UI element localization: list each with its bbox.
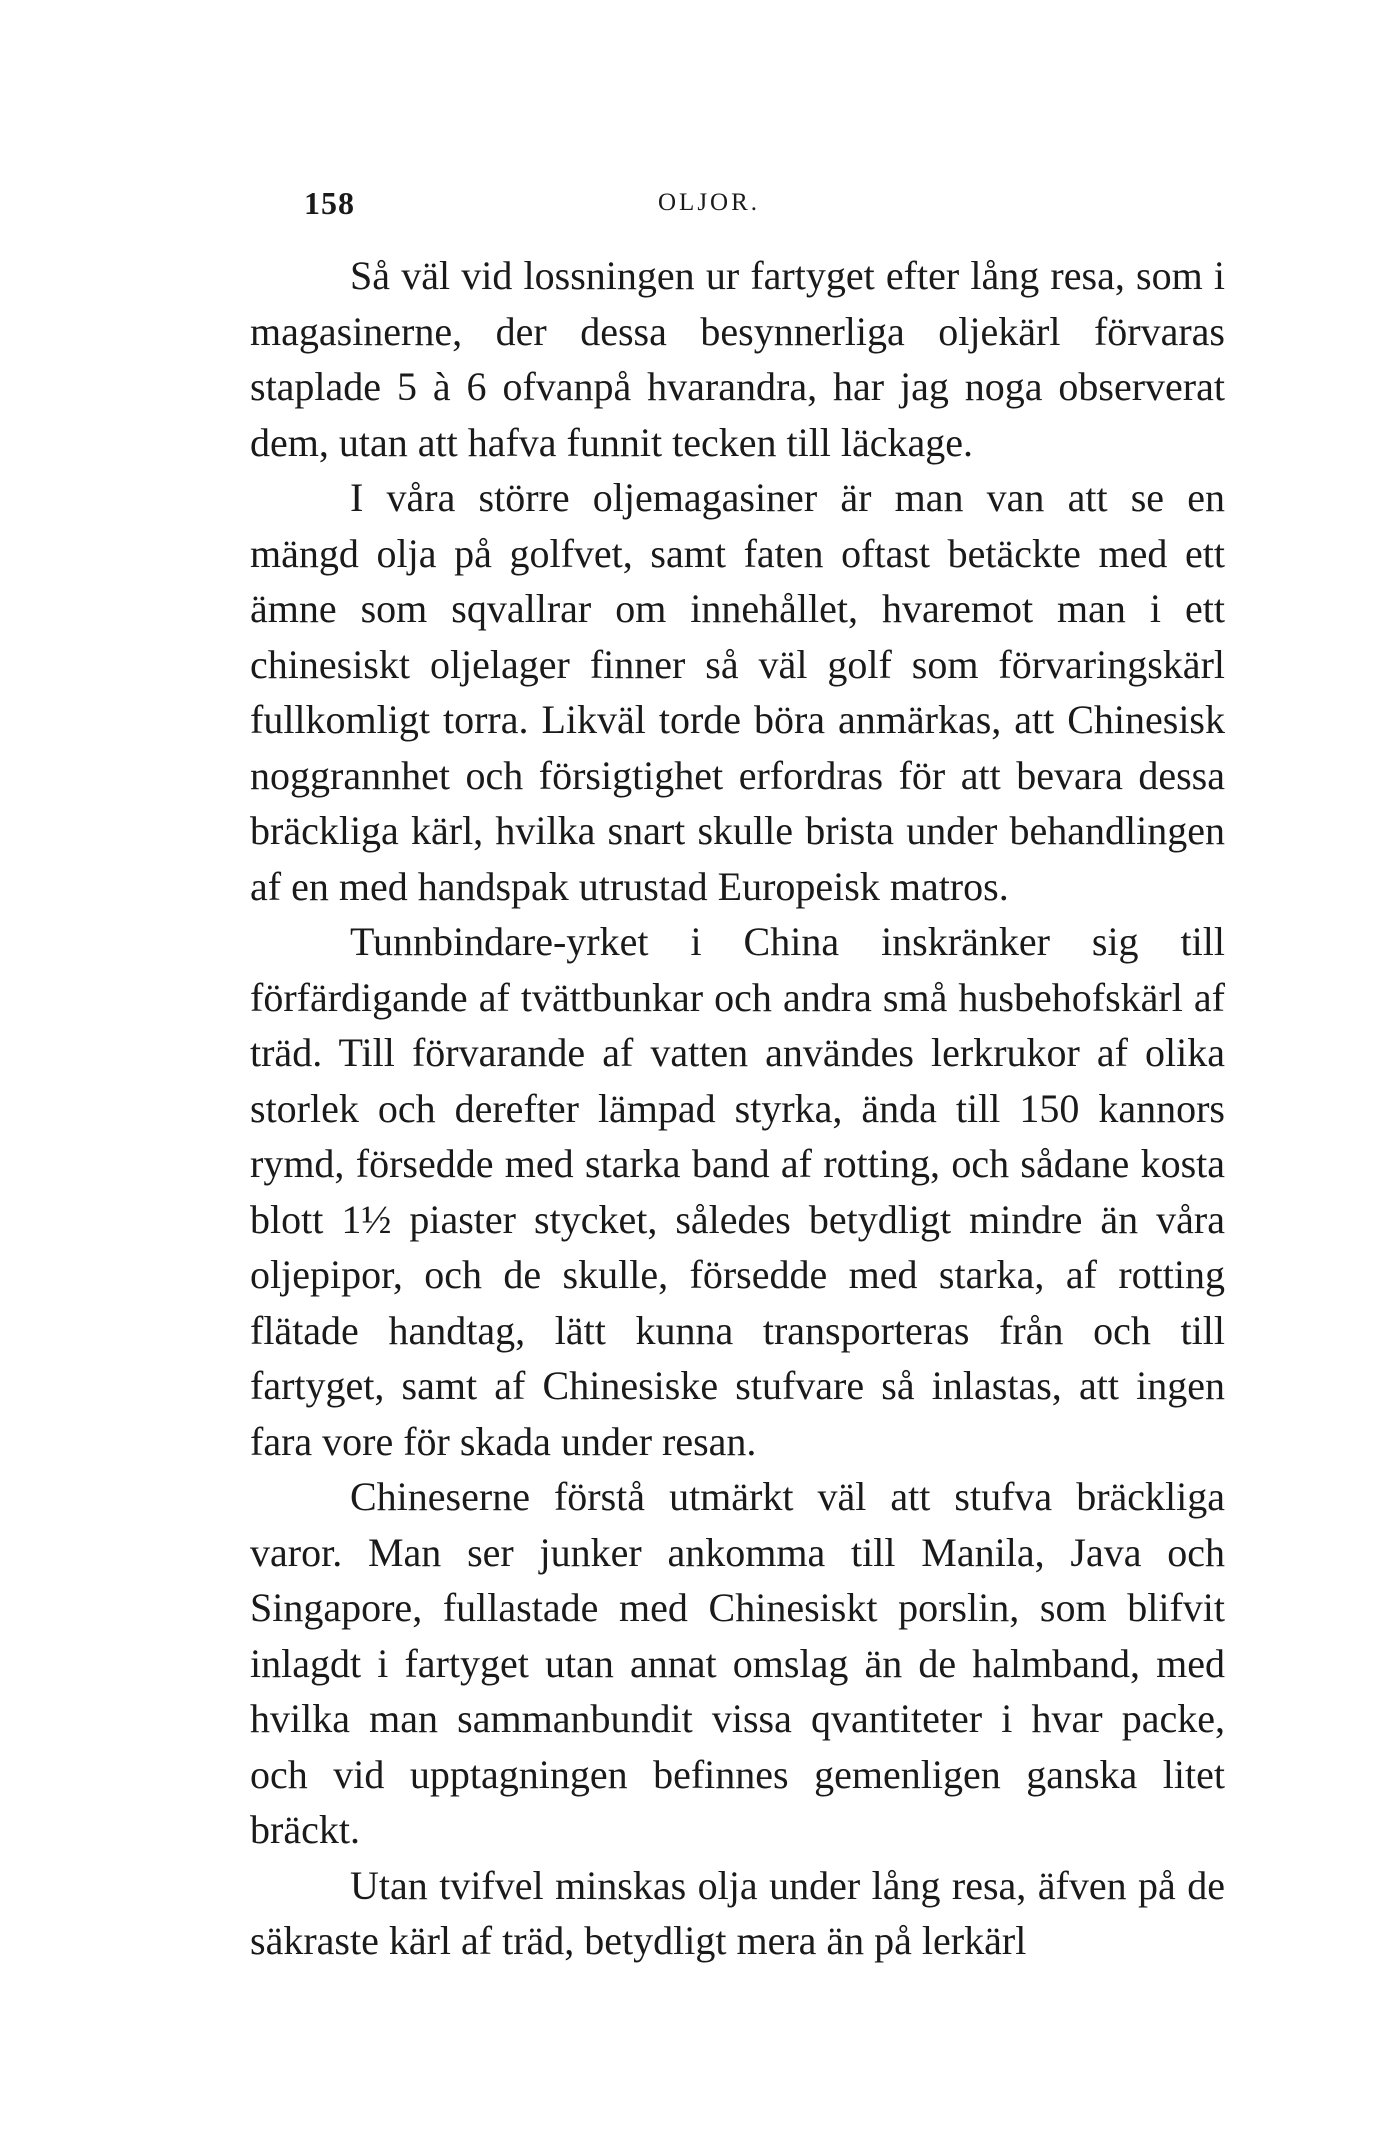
page-number: 158 — [304, 185, 355, 221]
running-title: OLJOR. — [658, 189, 761, 216]
running-head — [250, 185, 1225, 225]
paragraph-2: I våra större oljemagasiner är man van att se en mängd olja på golfvet, samt faten oftast betäckte med ett ämne som sqvallrar om innehållet, hvaremot man i ett chinesiskt oljelager finner så väl golf som förvaringskärl fullkomligt torra. Likväl torde böra anmärkas, att Chinesisk noggrannhet och försigtighet erfordras för att bevara dessa bräckliga kärl, hvilka snart skulle brista under behandlingen af en med handspak utrustad Europeisk matros. — [250, 475, 1225, 909]
paragraph-1: Så väl vid lossningen ur fartyget efter lång resa, som i magasinerne, der dessa besynnerliga oljekärl förvaras staplade 5 à 6 ofvanpå hvarandra, har jag noga observerat dem, utan att hafva funnit tecken till läckage. — [250, 253, 1225, 465]
paragraph-5: Utan tvifvel minskas olja under lång resa, äfven på de säkraste kärl af träd, betydligt mera än på lerkärl — [250, 1862, 1225, 1963]
paragraph-4: Chineserne förstå utmärkt väl att stufva bräckliga varor. Man ser junker ankomma till Manila, Java och Singapore, fullastade med Chinesiskt porslin, som blifvit inlagdt i fartyget utan annat omslag än de halmband, med hvilka man sammanbundit vissa qvantiteter i hvar packe, och vid upptagningen befinnes gemenligen ganska litet bräckt. — [250, 1474, 1225, 1852]
paragraph-3: Tunnbindare-yrket i China inskränker sig till förfärdigande af tvättbunkar och andra små husbehofskärl af träd. Till förvarande af vatten användes lerkrukor af olika storlek och derefter lämpad styrka, ända till 150 kannors rymd, försedde med starka band af rotting, och sådane kosta blott 1½ piaster stycket, således betydligt mindre än våra oljepipor, och de skulle, försedde med starka, af rotting flätade handtag, lätt kunna transporteras från och till fartyget, samt af Chinesiske stufvare så inlastas, att ingen fara vore för skada under resan. — [250, 919, 1225, 1464]
body-text — [250, 248, 1225, 1969]
